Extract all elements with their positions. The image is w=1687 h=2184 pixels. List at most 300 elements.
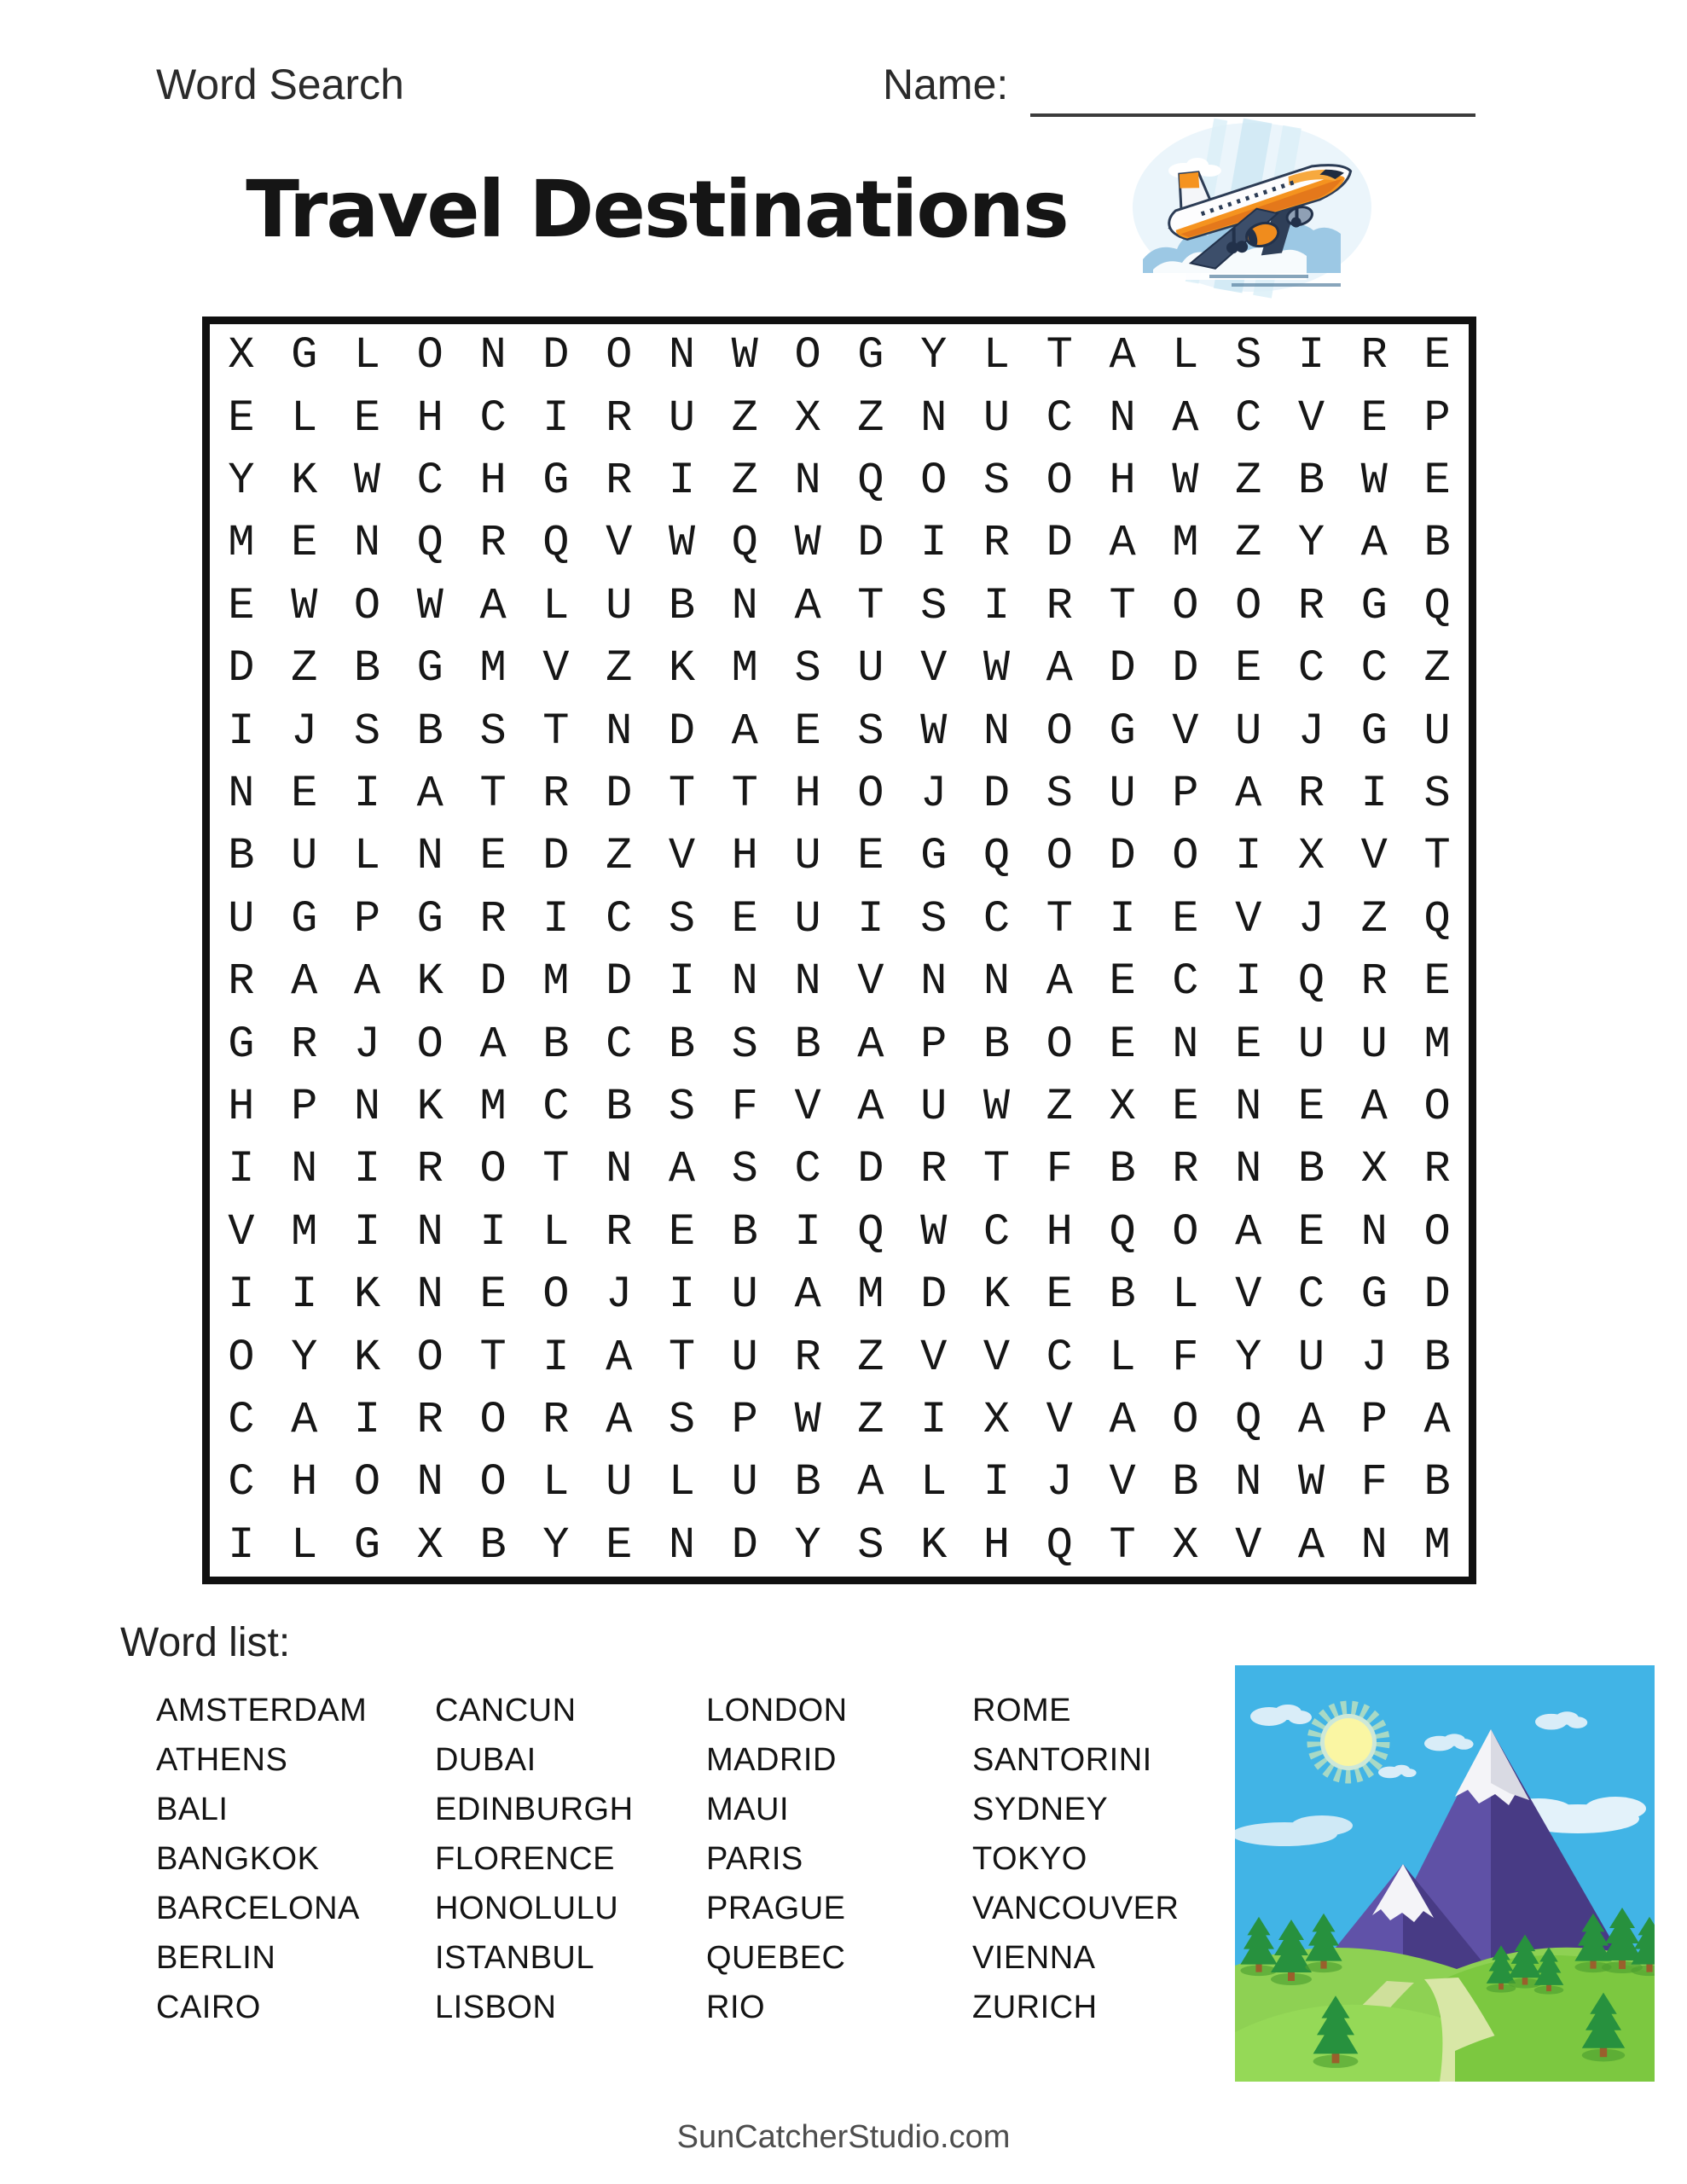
grid-cell-r19c7: U [606,1457,633,1508]
grid-cell-r18c8: S [668,1394,696,1445]
grid-cell-r11c14: A [1046,956,1073,1008]
grid-cell-r15c2: M [291,1206,318,1258]
grid-cell-r20c16: X [1172,1519,1199,1571]
grid-cell-r9c11: E [857,831,884,882]
grid-cell-r13c7: B [606,1081,633,1132]
grid-cell-r20c8: N [668,1519,696,1571]
grid-cell-r9c19: V [1360,831,1388,882]
grid-cell-r12c20: M [1423,1019,1451,1070]
grid-cell-r6c8: K [668,643,696,694]
grid-cell-r11c6: M [542,956,570,1008]
grid-cell-r18c5: O [479,1394,507,1445]
grid-cell-r2c9: Z [731,392,758,444]
grid-cell-r20c14: Q [1046,1519,1073,1571]
word-list-item: MADRID [706,1742,837,1778]
grid-cell-r17c5: T [479,1332,507,1383]
grid-cell-r18c19: P [1360,1394,1388,1445]
grid-cell-r2c2: L [291,392,318,444]
grid-cell-r3c16: W [1172,455,1199,506]
grid-cell-r20c2: L [291,1519,318,1571]
grid-cell-r4c6: Q [542,518,570,569]
grid-cell-r14c16: R [1172,1144,1199,1195]
grid-cell-r15c11: Q [857,1206,884,1258]
grid-cell-r17c8: T [668,1332,696,1383]
grid-cell-r14c4: R [416,1144,443,1195]
grid-cell-r18c12: I [920,1394,948,1445]
grid-cell-r16c9: U [731,1269,758,1321]
grid-cell-r10c7: C [606,893,633,944]
grid-cell-r14c15: B [1109,1144,1136,1195]
grid-cell-r12c16: N [1172,1019,1199,1070]
grid-cell-r5c4: W [416,580,443,631]
grid-cell-r17c2: Y [291,1332,318,1383]
grid-cell-r5c9: N [731,580,758,631]
grid-cell-r13c8: S [668,1081,696,1132]
grid-cell-r13c11: A [857,1081,884,1132]
grid-cell-r7c1: I [228,706,255,757]
grid-cell-r19c17: N [1235,1457,1262,1508]
grid-cell-r7c19: G [1360,706,1388,757]
grid-cell-r13c20: O [1423,1081,1451,1132]
grid-cell-r17c1: O [228,1332,255,1383]
grid-cell-r3c20: E [1423,455,1451,506]
grid-cell-r20c12: K [920,1519,948,1571]
grid-cell-r14c5: O [479,1144,507,1195]
grid-cell-r20c9: D [731,1519,758,1571]
grid-cell-r10c12: S [920,893,948,944]
grid-cell-r17c6: I [542,1332,570,1383]
grid-cell-r10c3: P [353,893,381,944]
grid-cell-r20c20: M [1423,1519,1451,1571]
grid-cell-r11c1: R [228,956,255,1008]
grid-cell-r19c15: V [1109,1457,1136,1508]
grid-cell-r1c16: L [1172,330,1199,381]
grid-cell-r7c8: D [668,706,696,757]
grid-cell-r16c7: J [606,1269,633,1321]
grid-cell-r1c2: G [291,330,318,381]
word-list-item: BALI [156,1792,229,1827]
word-list-item: VANCOUVER [972,1891,1180,1926]
grid-cell-r9c17: I [1235,831,1262,882]
grid-cell-r18c18: A [1297,1394,1325,1445]
grid-cell-r15c6: L [542,1206,570,1258]
word-list-column-3 [706,1686,972,2032]
grid-cell-r2c7: R [606,392,633,444]
grid-cell-r4c2: E [291,518,318,569]
grid-cell-r12c5: A [479,1019,507,1070]
grid-cell-r9c20: T [1423,831,1451,882]
grid-cell-r8c4: A [416,768,443,819]
airplane-illustration [1128,116,1377,299]
grid-cell-r19c11: A [857,1457,884,1508]
grid-cell-r14c8: A [668,1144,696,1195]
grid-cell-r17c19: J [1360,1332,1388,1383]
word-list-column-1 [156,1686,435,2032]
grid-cell-r16c10: A [794,1269,821,1321]
grid-cell-r17c17: Y [1235,1332,1262,1383]
word-list-item: PRAGUE [706,1891,846,1926]
grid-cell-r12c11: A [857,1019,884,1070]
grid-cell-r1c6: D [542,330,570,381]
grid-cell-r5c2: W [291,580,318,631]
grid-cell-r7c17: U [1235,706,1262,757]
grid-cell-r8c12: J [920,768,948,819]
grid-cell-r13c12: U [920,1081,948,1132]
grid-cell-r20c17: V [1235,1519,1262,1571]
grid-cell-r20c10: Y [794,1519,821,1571]
grid-cell-r18c20: A [1423,1394,1451,1445]
grid-cell-r1c7: O [606,330,633,381]
grid-cell-r2c20: P [1423,392,1451,444]
grid-cell-r1c18: I [1297,330,1325,381]
grid-cell-r16c2: I [291,1269,318,1321]
grid-cell-r1c11: G [857,330,884,381]
grid-cell-r19c6: L [542,1457,570,1508]
grid-cell-r15c8: E [668,1206,696,1258]
grid-cell-r8c13: D [983,768,1011,819]
grid-cell-r18c2: A [291,1394,318,1445]
grid-cell-r9c15: D [1109,831,1136,882]
grid-cell-r18c16: O [1172,1394,1199,1445]
grid-cell-r5c6: L [542,580,570,631]
grid-cell-r3c12: O [920,455,948,506]
grid-cell-r7c10: E [794,706,821,757]
grid-cell-r8c8: T [668,768,696,819]
grid-cell-r10c10: U [794,893,821,944]
grid-cell-r9c18: X [1297,831,1325,882]
grid-cell-r6c1: D [228,643,255,694]
word-list-item: BERLIN [156,1940,276,1976]
grid-cell-r7c16: V [1172,706,1199,757]
grid-cell-r14c2: N [291,1144,318,1195]
grid-cell-r12c12: P [920,1019,948,1070]
grid-cell-r3c19: W [1360,455,1388,506]
grid-cell-r9c4: N [416,831,443,882]
grid-cell-r14c10: C [794,1144,821,1195]
grid-cell-r19c1: C [228,1457,255,1508]
grid-cell-r11c15: E [1109,956,1136,1008]
grid-cell-r6c20: Z [1423,643,1451,694]
grid-cell-r5c5: A [479,580,507,631]
grid-cell-r19c20: B [1423,1457,1451,1508]
grid-cell-r10c15: I [1109,893,1136,944]
grid-cell-r6c18: C [1297,643,1325,694]
grid-cell-r16c6: O [542,1269,570,1321]
grid-cell-r20c3: G [353,1519,381,1571]
word-list-item: PARIS [706,1841,803,1877]
grid-cell-r6c19: C [1360,643,1388,694]
grid-cell-r7c13: N [983,706,1011,757]
grid-cell-r15c17: A [1235,1206,1262,1258]
word-list-item: ISTANBUL [435,1940,595,1976]
grid-cell-r11c11: V [857,956,884,1008]
grid-cell-r3c4: C [416,455,443,506]
grid-cell-r2c17: C [1235,392,1262,444]
grid-cell-r17c7: A [606,1332,633,1383]
grid-cell-r12c8: B [668,1019,696,1070]
grid-cell-r4c15: A [1109,518,1136,569]
grid-cell-r1c1: X [228,330,255,381]
grid-cell-r9c16: O [1172,831,1199,882]
grid-cell-r20c15: T [1109,1519,1136,1571]
grid-cell-r14c3: I [353,1144,381,1195]
grid-cell-r8c18: R [1297,768,1325,819]
grid-cell-r3c10: N [794,455,821,506]
word-list-item: CAIRO [156,1989,261,2025]
grid-cell-r13c9: F [731,1081,758,1132]
grid-cell-r8c15: U [1109,768,1136,819]
grid-cell-r18c14: V [1046,1394,1073,1445]
grid-cell-r6c9: M [731,643,758,694]
name-label: Name: [883,61,1009,108]
grid-cell-r19c4: N [416,1457,443,1508]
word-list-item: LISBON [435,1989,557,2025]
grid-cell-r7c7: N [606,706,633,757]
grid-cell-r11c12: N [920,956,948,1008]
grid-cell-r9c9: H [731,831,758,882]
grid-cell-r12c6: B [542,1019,570,1070]
grid-cell-r1c13: L [983,330,1011,381]
grid-cell-r2c4: H [416,392,443,444]
grid-cell-r11c2: A [291,956,318,1008]
grid-cell-r18c3: I [353,1394,381,1445]
grid-cell-r20c7: E [606,1519,633,1571]
grid-cell-r5c1: E [228,580,255,631]
grid-cell-r7c14: O [1046,706,1073,757]
word-list-item: EDINBURGH [435,1792,634,1827]
grid-cell-r8c2: E [291,768,318,819]
grid-cell-r2c12: N [920,392,948,444]
grid-cell-r12c18: U [1297,1019,1325,1070]
grid-cell-r6c3: B [353,643,381,694]
grid-cell-r10c1: U [228,893,255,944]
grid-cell-r11c20: E [1423,956,1451,1008]
grid-cell-r6c6: V [542,643,570,694]
grid-cell-r7c18: J [1297,706,1325,757]
grid-cell-r9c12: G [920,831,948,882]
grid-cell-r1c9: W [731,330,758,381]
grid-cell-r1c12: Y [920,330,948,381]
grid-cell-r3c11: Q [857,455,884,506]
grid-cell-r8c11: O [857,768,884,819]
grid-cell-r10c4: G [416,893,443,944]
grid-cell-r18c9: P [731,1394,758,1445]
grid-cell-r8c5: T [479,768,507,819]
grid-cell-r12c19: U [1360,1019,1388,1070]
grid-cell-r13c2: P [291,1081,318,1132]
grid-cell-r17c4: O [416,1332,443,1383]
grid-cell-r10c17: V [1235,893,1262,944]
grid-cell-r18c15: A [1109,1394,1136,1445]
grid-cell-r3c3: W [353,455,381,506]
grid-cell-r1c5: N [479,330,507,381]
grid-cell-r4c17: Z [1235,518,1262,569]
grid-cell-r16c12: D [920,1269,948,1321]
grid-cell-r9c3: L [353,831,381,882]
grid-cell-r18c13: X [983,1394,1011,1445]
grid-cell-r15c7: R [606,1206,633,1258]
grid-cell-r4c18: Y [1297,518,1325,569]
grid-cell-r5c14: R [1046,580,1073,631]
grid-cell-r10c13: C [983,893,1011,944]
grid-cell-r19c2: H [291,1457,318,1508]
grid-cell-r14c1: I [228,1144,255,1195]
grid-cell-r12c2: R [291,1019,318,1070]
grid-cell-r1c10: O [794,330,821,381]
grid-cell-r9c10: U [794,831,821,882]
grid-cell-r12c4: O [416,1019,443,1070]
grid-cell-r13c6: C [542,1081,570,1132]
grid-cell-r14c7: N [606,1144,633,1195]
grid-cell-r15c13: C [983,1206,1011,1258]
grid-cell-r14c17: N [1235,1144,1262,1195]
grid-cell-r20c4: X [416,1519,443,1571]
grid-cell-r16c11: M [857,1269,884,1321]
grid-cell-r15c19: N [1360,1206,1388,1258]
word-list-item: BARCELONA [156,1891,360,1926]
word-list-item: SYDNEY [972,1792,1109,1827]
grid-cell-r13c5: M [479,1081,507,1132]
grid-cell-r5c20: Q [1423,580,1451,631]
grid-cell-r6c14: A [1046,643,1073,694]
grid-cell-r7c12: W [920,706,948,757]
grid-cell-r3c2: K [291,455,318,506]
grid-cell-r17c10: R [794,1332,821,1383]
grid-cell-r8c20: S [1423,768,1451,819]
grid-cell-r8c14: S [1046,768,1073,819]
grid-cell-r9c2: U [291,831,318,882]
grid-cell-r4c10: W [794,518,821,569]
grid-cell-r4c4: Q [416,518,443,569]
grid-cell-r1c17: S [1235,330,1262,381]
grid-cell-r10c18: J [1297,893,1325,944]
grid-cell-r2c15: N [1109,392,1136,444]
grid-cell-r1c20: E [1423,330,1451,381]
grid-cell-r9c14: O [1046,831,1073,882]
word-list-item: TOKYO [972,1841,1087,1877]
word-list-item: ROME [972,1693,1071,1728]
word-list-item: FLORENCE [435,1841,615,1877]
grid-cell-r5c12: S [920,580,948,631]
grid-cell-r13c19: A [1360,1081,1388,1132]
grid-cell-r2c18: V [1297,392,1325,444]
grid-cell-r18c11: Z [857,1394,884,1445]
grid-cell-r5c15: T [1109,580,1136,631]
grid-cell-r4c8: W [668,518,696,569]
grid-cell-r8c17: A [1235,768,1262,819]
grid-cell-r16c19: G [1360,1269,1388,1321]
grid-cell-r14c20: R [1423,1144,1451,1195]
grid-cell-r4c7: V [606,518,633,569]
grid-cell-r3c15: H [1109,455,1136,506]
word-list-item: DUBAI [435,1742,536,1778]
grid-cell-r20c5: B [479,1519,507,1571]
grid-cell-r2c11: Z [857,392,884,444]
grid-cell-r10c14: T [1046,893,1073,944]
grid-cell-r7c9: A [731,706,758,757]
grid-cell-r13c17: N [1235,1081,1262,1132]
site-credit: SunCatcherStudio.com [676,2119,1011,2155]
word-list-item: CANCUN [435,1693,577,1728]
grid-cell-r11c3: A [353,956,381,1008]
grid-cell-r7c11: S [857,706,884,757]
grid-cell-r12c3: J [353,1019,381,1070]
grid-cell-r10c8: S [668,893,696,944]
grid-cell-r9c13: Q [983,831,1011,882]
grid-cell-r19c14: J [1046,1457,1073,1508]
grid-cell-r20c13: H [983,1519,1011,1571]
letter-grid [202,317,1476,1584]
grid-cell-r15c10: I [794,1206,821,1258]
grid-cell-r19c16: B [1172,1457,1199,1508]
grid-cell-r18c6: R [542,1394,570,1445]
grid-cell-r11c4: K [416,956,443,1008]
grid-cell-r13c13: W [983,1081,1011,1132]
grid-cell-r7c6: T [542,706,570,757]
word-list [156,1686,1179,2032]
grid-cell-r3c13: S [983,455,1011,506]
grid-cell-r1c15: A [1109,330,1136,381]
grid-cell-r5c19: G [1360,580,1388,631]
grid-cell-r16c14: E [1046,1269,1073,1321]
grid-cell-r15c18: E [1297,1206,1325,1258]
grid-cell-r8c9: T [731,768,758,819]
grid-cell-r2c6: I [542,392,570,444]
grid-cell-r14c11: D [857,1144,884,1195]
grid-cell-r11c19: R [1360,956,1388,1008]
grid-cell-r2c10: X [794,392,821,444]
grid-cell-r11c18: Q [1297,956,1325,1008]
grid-cell-r10c9: E [731,893,758,944]
grid-cell-r16c3: K [353,1269,381,1321]
grid-cell-r3c7: R [606,455,633,506]
grid-cell-r4c19: A [1360,518,1388,569]
grid-cell-r6c12: V [920,643,948,694]
grid-cell-r15c5: I [479,1206,507,1258]
grid-cell-r7c3: S [353,706,381,757]
word-list-item: HONOLULU [435,1891,619,1926]
grid-cell-r8c7: D [606,768,633,819]
grid-cell-r17c11: Z [857,1332,884,1383]
grid-cell-r6c5: M [479,643,507,694]
grid-cell-r13c16: E [1172,1081,1199,1132]
grid-cell-r4c5: R [479,518,507,569]
grid-cell-r19c18: W [1297,1457,1325,1508]
grid-cell-r15c15: Q [1109,1206,1136,1258]
grid-cell-r16c4: N [416,1269,443,1321]
grid-cell-r13c18: E [1297,1081,1325,1132]
grid-cell-r15c20: O [1423,1206,1451,1258]
grid-cell-r16c16: L [1172,1269,1199,1321]
word-list-item: AMSTERDAM [156,1693,368,1728]
grid-cell-r9c6: D [542,831,570,882]
grid-cell-r10c6: I [542,893,570,944]
grid-cell-r14c13: T [983,1144,1011,1195]
grid-cell-r7c4: B [416,706,443,757]
grid-cell-r19c8: L [668,1457,696,1508]
grid-cell-r11c9: N [731,956,758,1008]
grid-cell-r12c14: O [1046,1019,1073,1070]
grid-cell-r11c7: D [606,956,633,1008]
grid-cell-r6c17: E [1235,643,1262,694]
grid-cell-r10c5: R [479,893,507,944]
grid-cell-r1c14: T [1046,330,1073,381]
grid-cell-r19c13: I [983,1457,1011,1508]
grid-cell-r11c16: C [1172,956,1199,1008]
grid-cell-r1c19: R [1360,330,1388,381]
grid-cell-r10c16: E [1172,893,1199,944]
grid-cell-r11c5: D [479,956,507,1008]
